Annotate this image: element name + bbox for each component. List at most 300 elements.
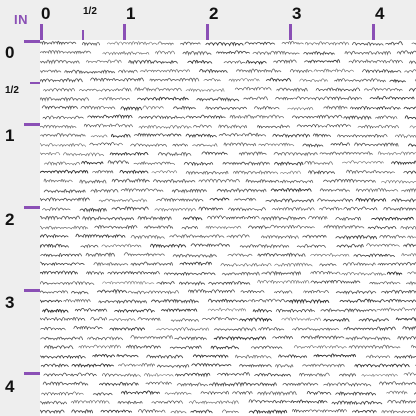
script-word: [258, 253, 305, 256]
script-word: [121, 391, 159, 394]
script-word: [118, 401, 142, 404]
script-word: [134, 133, 181, 136]
script-word: [228, 254, 252, 256]
script-word: [124, 253, 164, 256]
left-number-0: 0: [5, 43, 15, 62]
script-word: [274, 152, 317, 155]
script-word: [406, 281, 416, 284]
script-word: [129, 60, 178, 63]
script-word: [398, 337, 416, 340]
script-word: [152, 171, 177, 174]
left-number-2: 2: [5, 210, 15, 229]
script-word: [40, 98, 89, 101]
script-word: [311, 253, 349, 256]
script-word: [344, 207, 377, 210]
script-word: [377, 308, 416, 311]
script-word: [258, 392, 297, 395]
script-word: [143, 106, 164, 109]
script-word: [86, 253, 115, 256]
script-word: [235, 87, 271, 90]
script-word: [376, 116, 398, 119]
script-word: [409, 144, 416, 147]
left-tick-4: [24, 372, 40, 375]
script-word: [139, 125, 191, 128]
script-word: [153, 179, 195, 182]
script-word: [249, 410, 287, 413]
script-word: [40, 41, 76, 44]
script-word: [81, 245, 98, 248]
script-word: [44, 88, 75, 91]
script-word: [321, 309, 376, 312]
script-word: [177, 383, 207, 386]
script-word: [233, 391, 253, 394]
script-word: [65, 70, 115, 73]
script-word: [94, 263, 128, 266]
script-word: [131, 336, 173, 339]
script-word: [332, 401, 382, 404]
script-word: [79, 88, 131, 91]
script-word: [40, 226, 88, 229]
script-word: [207, 216, 259, 219]
script-word: [186, 89, 224, 92]
script-word: [412, 42, 416, 44]
script-word: [320, 207, 343, 210]
script-word: [403, 326, 416, 329]
script-word: [179, 282, 204, 285]
script-word: [126, 345, 160, 348]
script-word: [40, 355, 85, 358]
script-word: [247, 61, 267, 64]
script-word: [304, 290, 329, 293]
script-word: [349, 60, 403, 63]
script-word: [120, 170, 148, 173]
script-word: [382, 410, 415, 413]
script-word: [257, 125, 289, 128]
script-word: [222, 272, 259, 275]
script-word: [74, 326, 103, 329]
script-word: [392, 161, 416, 164]
script-word: [303, 235, 327, 238]
script-word: [404, 170, 416, 173]
script-word: [80, 180, 106, 183]
script-word: [219, 125, 247, 128]
script-word: [80, 208, 106, 211]
script-word: [209, 383, 259, 386]
script-word: [164, 272, 215, 275]
script-word: [209, 281, 250, 284]
script-word: [239, 152, 266, 155]
script-word: [387, 272, 402, 275]
script-word: [191, 410, 212, 413]
script-word: [344, 116, 371, 119]
script-word: [336, 217, 361, 220]
script-word: [356, 188, 398, 191]
script-word: [41, 133, 86, 136]
script-word: [84, 124, 132, 127]
script-word: [146, 382, 172, 384]
script-word: [40, 51, 90, 54]
script-word: [175, 337, 207, 340]
script-word: [99, 300, 147, 303]
script-word: [273, 336, 293, 339]
script-word: [253, 309, 271, 312]
left-number-3: 3: [5, 293, 15, 312]
script-word: [199, 207, 223, 210]
script-word: [386, 42, 403, 45]
script-word: [186, 134, 216, 137]
script-word: [135, 88, 182, 91]
script-word: [117, 355, 138, 357]
script-word: [380, 235, 406, 238]
script-word: [183, 217, 202, 220]
script-word: [82, 161, 103, 164]
script-word: [305, 161, 333, 164]
left-tick-1: [24, 123, 40, 126]
script-word: [91, 135, 107, 137]
script-word: [93, 393, 112, 395]
script-word: [404, 107, 416, 109]
script-word: [410, 125, 416, 128]
script-word: [186, 115, 225, 118]
script-word: [158, 153, 191, 156]
script-word: [131, 235, 164, 238]
script-word: [291, 400, 327, 403]
script-word: [40, 410, 64, 413]
script-word: [345, 51, 391, 54]
script-word: [260, 383, 276, 386]
script-word: [208, 299, 247, 302]
script-word: [186, 171, 228, 174]
script-word: [217, 189, 266, 192]
script-word: [108, 161, 128, 164]
script-word: [339, 374, 355, 377]
script-word: [40, 216, 80, 219]
script-word: [236, 69, 280, 72]
script-word: [229, 208, 266, 211]
script-word: [395, 355, 416, 358]
script-word: [276, 309, 314, 312]
script-word: [259, 327, 284, 330]
script-word: [95, 225, 137, 228]
script-word: [338, 134, 388, 137]
script-word: [71, 400, 109, 403]
script-word: [155, 208, 196, 211]
script-word: [240, 318, 272, 321]
script-word: [259, 143, 294, 146]
top-number-0: 0: [41, 4, 51, 23]
script-word: [151, 300, 198, 303]
script-word: [324, 383, 371, 386]
script-word: [134, 162, 175, 165]
script-word: [233, 171, 277, 174]
script-word: [40, 300, 62, 302]
script-word: [76, 234, 125, 237]
script-word: [103, 281, 154, 284]
script-word: [41, 364, 68, 367]
script-word: [276, 97, 324, 100]
script-word: [378, 152, 416, 155]
script-word: [193, 144, 218, 147]
script-word: [224, 143, 256, 146]
left-tick-0: [24, 40, 40, 43]
script-word: [405, 70, 416, 73]
script-word: [355, 143, 399, 146]
script-word: [404, 244, 416, 247]
script-word: [40, 170, 88, 173]
script-word: [108, 271, 160, 274]
script-word: [99, 97, 130, 100]
script-word: [139, 116, 185, 119]
script-word: [87, 337, 122, 340]
script-word: [110, 152, 148, 155]
script-word: [384, 207, 416, 210]
script-word: [283, 383, 318, 386]
script-word: [162, 309, 197, 311]
script-word: [230, 115, 284, 118]
script-word: [188, 60, 212, 63]
script-word: [157, 364, 188, 367]
script-word: [359, 318, 388, 321]
script-word: [214, 337, 266, 340]
script-word: [174, 106, 196, 109]
script-word: [102, 244, 141, 247]
script-word: [201, 391, 229, 394]
script-word: [40, 125, 76, 128]
script-word: [119, 70, 138, 73]
script-word: [273, 134, 310, 137]
script-word: [131, 144, 167, 147]
script-word: [221, 263, 271, 266]
script-word: [173, 254, 216, 257]
script-word: [346, 337, 390, 340]
script-word: [276, 365, 293, 368]
script-word: [81, 106, 115, 109]
script-word: [222, 410, 238, 413]
ruler-corner: [0, 0, 40, 40]
left-tick-3: [24, 289, 40, 292]
top-tick-half: [82, 30, 84, 40]
script-word: [314, 354, 356, 357]
script-word: [349, 345, 400, 348]
script-word: [382, 290, 416, 293]
script-word: [40, 271, 77, 274]
script-word: [235, 198, 256, 200]
script-word: [93, 170, 113, 173]
script-word: [331, 143, 350, 146]
script-word: [217, 51, 250, 54]
script-word: [411, 345, 416, 348]
script-word: [107, 42, 157, 45]
script-word: [204, 78, 220, 80]
script-word: [401, 226, 416, 229]
script-word: [121, 188, 163, 191]
script-word: [342, 161, 383, 164]
script-word: [43, 208, 71, 211]
script-word: [409, 88, 416, 91]
script-word: [368, 226, 396, 229]
script-word: [115, 309, 155, 312]
script-word: [370, 282, 400, 284]
script-word: [320, 264, 336, 266]
handwriting-pattern: [40, 40, 416, 416]
script-word: [286, 300, 329, 303]
script-word: [91, 189, 118, 192]
script-word: [197, 98, 239, 101]
script-word: [244, 97, 268, 100]
script-word: [378, 262, 416, 265]
script-word: [367, 244, 400, 247]
script-word: [292, 115, 342, 118]
top-number-2: 2: [209, 4, 219, 23]
script-word: [210, 198, 229, 200]
script-word: [183, 51, 211, 54]
script-word: [253, 51, 299, 54]
script-word: [316, 88, 360, 91]
script-word: [99, 382, 138, 385]
script-word: [214, 328, 256, 331]
script-word: [202, 152, 227, 155]
script-word: [262, 217, 306, 220]
left-number-1: 1: [5, 126, 15, 145]
script-word: [370, 96, 414, 99]
left-number-4: 4: [5, 377, 15, 396]
top-tick-1: [123, 24, 126, 40]
script-word: [320, 152, 372, 155]
script-word: [152, 401, 183, 404]
top-number-3: 3: [292, 4, 302, 23]
script-word: [41, 327, 66, 330]
script-word: [40, 69, 61, 72]
script-word: [314, 69, 354, 72]
script-word: [40, 262, 84, 265]
script-word: [292, 409, 346, 412]
script-word: [101, 410, 132, 412]
script-word: [356, 198, 386, 201]
script-word: [40, 198, 89, 201]
script-word: [255, 373, 291, 376]
script-word: [311, 280, 360, 283]
script-word: [93, 354, 115, 357]
script-word: [137, 97, 188, 100]
script-word: [43, 116, 84, 119]
script-word: [323, 179, 375, 182]
script-word: [351, 106, 401, 109]
script-word: [336, 235, 377, 238]
script-word: [396, 318, 416, 321]
script-word: [42, 106, 77, 109]
script-word: [173, 144, 188, 146]
script-word: [336, 392, 376, 395]
script-word: [223, 162, 269, 165]
script-word: [320, 189, 349, 192]
script-word: [405, 116, 416, 119]
script-word: [397, 51, 416, 54]
script-word: [40, 60, 79, 63]
script-word: [270, 225, 314, 228]
script-word: [172, 189, 206, 192]
script-word: [362, 374, 398, 376]
script-word: [83, 217, 134, 220]
script-word: [229, 78, 259, 81]
script-word: [305, 42, 349, 45]
script-word: [155, 51, 174, 54]
script-word: [307, 391, 331, 394]
script-word: [150, 78, 199, 81]
script-word: [358, 125, 399, 128]
script-word: [372, 217, 414, 220]
script-word: [288, 107, 313, 109]
script-word: [352, 42, 383, 45]
script-word: [336, 291, 376, 294]
script-word: [206, 107, 247, 110]
script-word: [40, 317, 85, 320]
script-word: [274, 291, 292, 293]
script-word: [171, 411, 186, 413]
script-word: [40, 282, 94, 285]
script-word: [408, 236, 416, 239]
script-word: [271, 188, 311, 191]
script-word: [170, 235, 224, 238]
script-word: [202, 317, 238, 320]
script-word: [157, 198, 203, 201]
script-word: [344, 327, 395, 330]
script-word: [211, 346, 238, 349]
script-word: [300, 373, 330, 376]
script-word: [43, 382, 88, 385]
script-word: [408, 271, 416, 274]
script-word: [241, 290, 264, 292]
script-word: [249, 400, 291, 403]
script-word: [40, 244, 68, 247]
script-word: [44, 190, 85, 193]
script-word: [311, 271, 341, 274]
script-word: [387, 391, 408, 394]
script-word: [340, 299, 385, 302]
script-word: [110, 327, 145, 330]
script-word: [248, 299, 285, 302]
script-word: [182, 226, 198, 229]
script-word: [395, 134, 416, 137]
script-word: [90, 142, 123, 145]
script-word: [91, 78, 144, 81]
script-word: [199, 179, 240, 182]
script-word: [392, 199, 416, 202]
script-word: [111, 134, 130, 137]
script-word: [87, 272, 104, 275]
script-word: [386, 299, 416, 302]
script-word: [157, 328, 209, 331]
script-word: [44, 162, 79, 165]
script-word: [138, 318, 160, 321]
top-number-4: 4: [375, 4, 385, 23]
script-word: [313, 134, 330, 137]
script-word: [219, 133, 266, 136]
script-word: [290, 69, 312, 72]
script-word: [150, 244, 185, 247]
top-tick-0: [40, 24, 43, 40]
script-word: [40, 291, 68, 294]
script-word: [224, 61, 245, 64]
script-word: [251, 346, 282, 349]
script-word: [145, 225, 173, 228]
script-word: [112, 207, 148, 210]
script-word: [402, 254, 416, 257]
script-word: [79, 345, 121, 348]
script-word: [274, 162, 303, 165]
script-word: [189, 401, 238, 404]
script-word: [131, 262, 173, 265]
script-word: [41, 337, 83, 340]
